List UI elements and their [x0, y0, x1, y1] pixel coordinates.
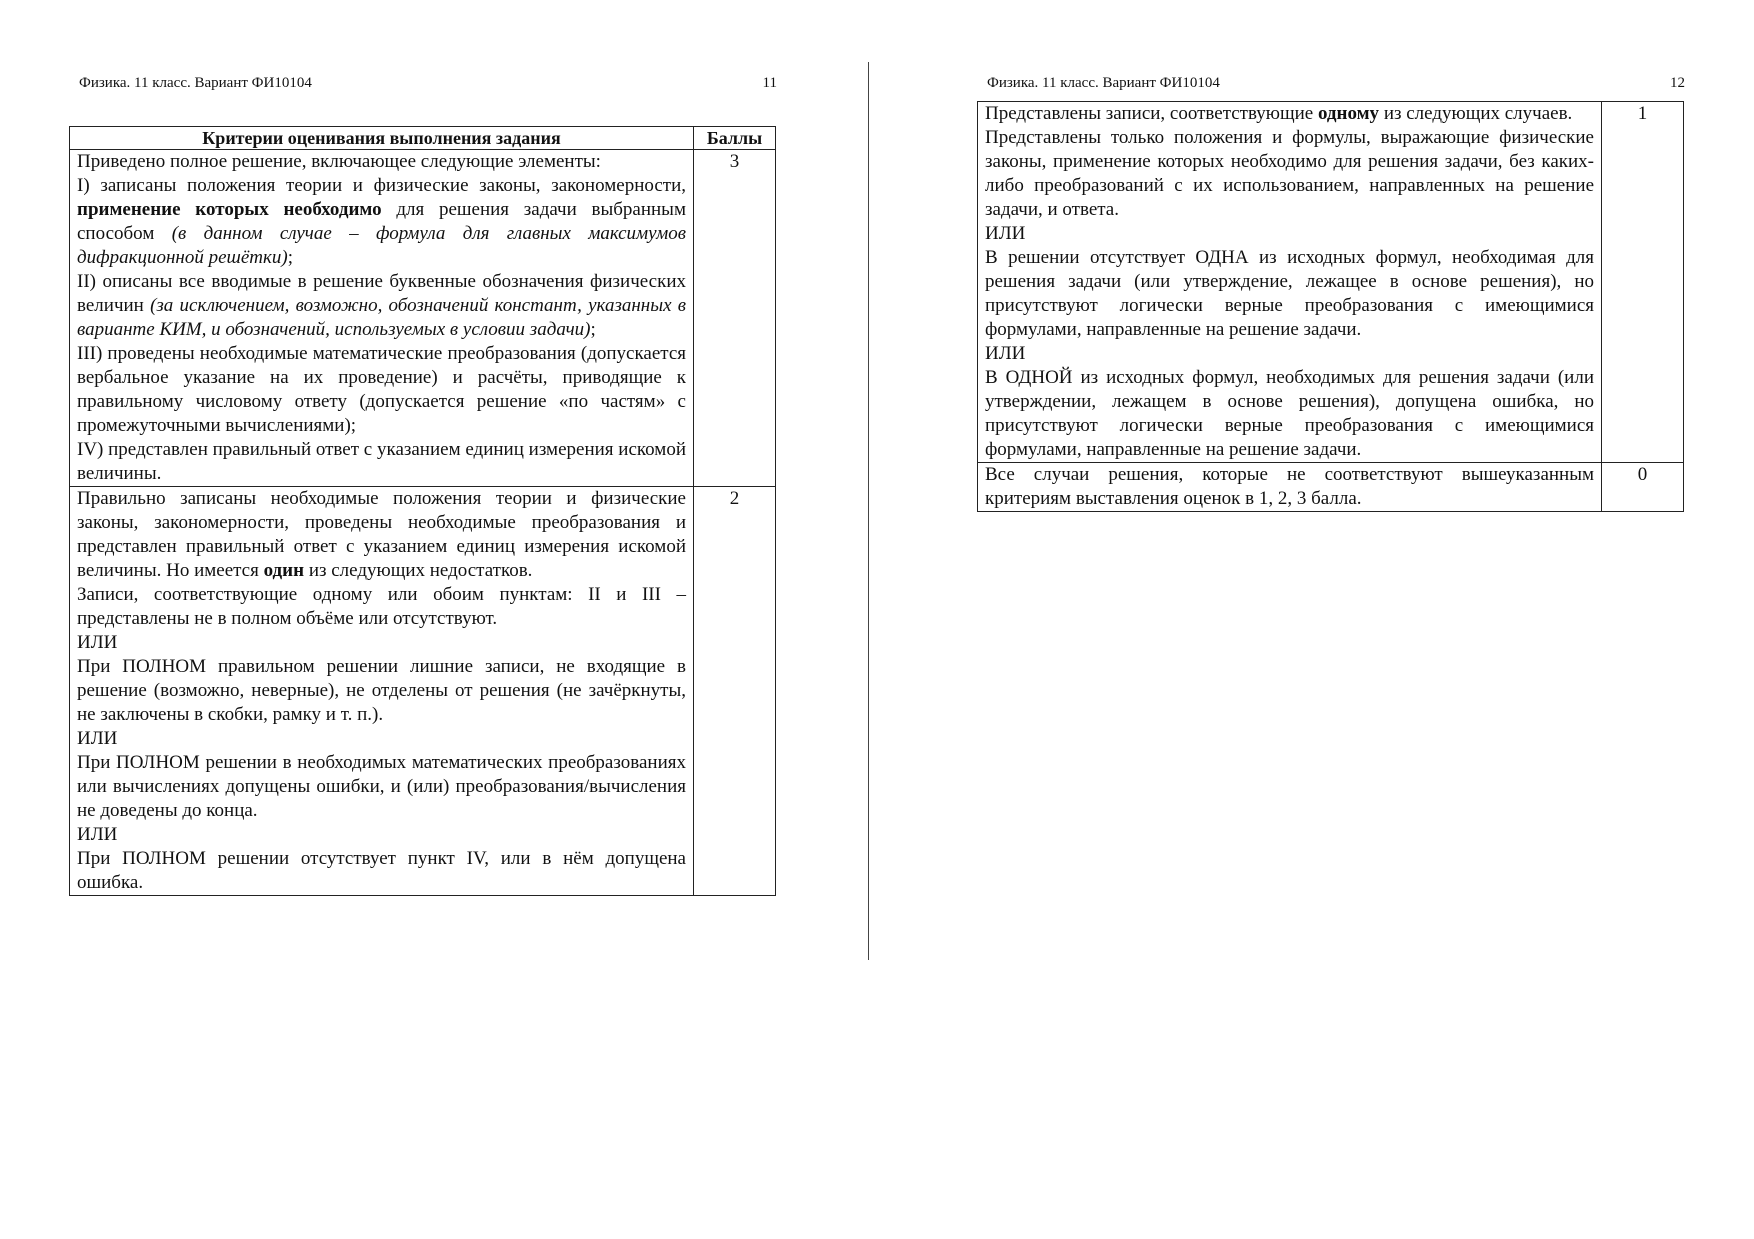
- score-3-criteria: [70, 150, 694, 487]
- score-2-case-2: При ПОЛНОМ правильном решении лишние записи, не входящие в решение (возможно, неверные), не отделены от решения (не зачёркнуты, не заключены в скобки, рамку и т. п.).: [77, 656, 686, 725]
- score-0-criteria: [978, 463, 1602, 512]
- score-2-case-1: Записи, соответствующие одному или обоим пунктам: II и III – представлены не в полном объёме или отсутствуют.: [77, 584, 686, 629]
- score-2-value: 2: [694, 487, 776, 896]
- right-header-title: Физика. 11 класс. Вариант ФИ10104: [987, 75, 1220, 91]
- score-3-item-1-text-b: для решения задачи выбранным способом: [77, 199, 686, 244]
- score-1-case-3: В ОДНОЙ из исходных формул, необходимых для решения задачи (или утверждении, лежащем в основе решения), допущена ошибка, но присутствуют логически верные преобразования с имеющимися формулами, направленные на решение задачи.: [985, 367, 1594, 460]
- left-page-number: 11: [762, 75, 777, 91]
- score-3-item-3: III) проведены необходимые математические преобразования (допускается вербальное указание на их проведение) и расчёты, приводящие к правильному числовому ответу (допускается решение «по частям» с промежуточными вычислениями);: [77, 343, 686, 436]
- score-1-criteria: [978, 102, 1602, 463]
- score-3-intro: Приведено полное решение, включающее следующие элементы:: [77, 151, 601, 172]
- score-2-case-3: При ПОЛНОМ решении в необходимых математических преобразованиях или вычислениях допущены ошибки, и (или) преобразования/вычисления не доведены до конца.: [77, 752, 686, 821]
- score-3-item-1-end: ;: [287, 247, 294, 268]
- score-1-or-1: ИЛИ: [985, 223, 1026, 244]
- score-2-or-1: ИЛИ: [77, 632, 118, 653]
- score-3-item-1-bold: применение которых необходимо: [77, 199, 382, 220]
- score-0-text: Все случаи решения, которые не соответствуют вышеуказанным критериям выставления оценок в 1, 2, 3 балла.: [985, 464, 1594, 509]
- score-2-case-4: При ПОЛНОМ решении отсутствует пункт IV, или в нём допущена ошибка.: [77, 848, 686, 893]
- score-3-item-2-italic: (за исключением, возможно, обозначений констант, указанных в варианте КИМ, и обозначений, используемых в условии задачи): [77, 295, 687, 340]
- score-3-value: 3: [694, 150, 776, 487]
- right-page: [977, 0, 1685, 1239]
- score-1-intro-bold: одному: [1317, 103, 1380, 124]
- score-2-or-3: ИЛИ: [77, 824, 118, 845]
- left-header-title: Физика. 11 класс. Вариант ФИ10104: [79, 75, 312, 91]
- right-page-header: [977, 73, 1685, 95]
- page-divider: [868, 62, 869, 960]
- score-0-row: [978, 463, 1684, 512]
- score-2-intro-end: из следующих недостатков.: [304, 560, 533, 581]
- left-page: [69, 0, 777, 1239]
- score-3-item-4: IV) представлен правильный ответ с указанием единиц измерения искомой величины.: [77, 439, 686, 484]
- score-3-item-2-text: II) описаны все вводимые в решение буквенные обозначения физических величин: [77, 271, 686, 316]
- points-column-header: Баллы: [694, 127, 776, 150]
- score-3-item-1-text: I) записаны положения теории и физические законы, закономерности,: [77, 175, 686, 196]
- criteria-table-right: [977, 101, 1684, 512]
- score-2-or-2: ИЛИ: [77, 728, 118, 749]
- score-1-row: [978, 102, 1684, 463]
- score-1-or-2: ИЛИ: [985, 343, 1026, 364]
- score-1-value: 1: [1602, 102, 1684, 463]
- left-page-header: [69, 73, 777, 95]
- score-3-item-1-italic: (в данном случае – формула для главных максимумов дифракционной решётки): [77, 223, 686, 268]
- score-2-intro-bold: один: [263, 560, 305, 581]
- score-1-intro: [985, 102, 1594, 126]
- score-2-criteria: [70, 487, 694, 896]
- score-1-case-2: В решении отсутствует ОДНА из исходных формул, необходимая для решения задачи (или утверждение, лежащее в основе решения), но присутствуют логически верные преобразования с имеющимися формулами, направленные на решение задачи.: [985, 247, 1594, 340]
- right-page-number: 12: [1670, 75, 1685, 91]
- table-header-row: [70, 127, 776, 150]
- score-2-intro: [77, 487, 686, 583]
- criteria-table-left: [69, 126, 776, 896]
- criteria-column-header: Критерии оценивания выполнения задания: [70, 127, 694, 150]
- score-1-intro-text: Представлены записи, соответствующие: [985, 103, 1318, 124]
- score-2-intro-text: Правильно записаны необходимые положения теории и физические законы, закономерности, проведены необходимые преобразования и представлен правильный ответ с указанием единиц измерения искомой величины. Но имеется: [77, 488, 686, 581]
- score-1-case-1: Представлены только положения и формулы, выражающие физические законы, применение которых необходимо для решения задачи, без каких-либо преобразований с их использованием, направленных на решение задачи, и ответа.: [985, 127, 1594, 220]
- score-3-item-2-end: ;: [590, 319, 596, 340]
- score-3-item-1: [77, 174, 686, 270]
- score-3-row: [70, 150, 776, 487]
- score-1-intro-end: из следующих случаев.: [1379, 103, 1573, 124]
- score-0-value: 0: [1602, 463, 1684, 512]
- score-2-row: [70, 487, 776, 896]
- score-3-item-2: [77, 270, 686, 342]
